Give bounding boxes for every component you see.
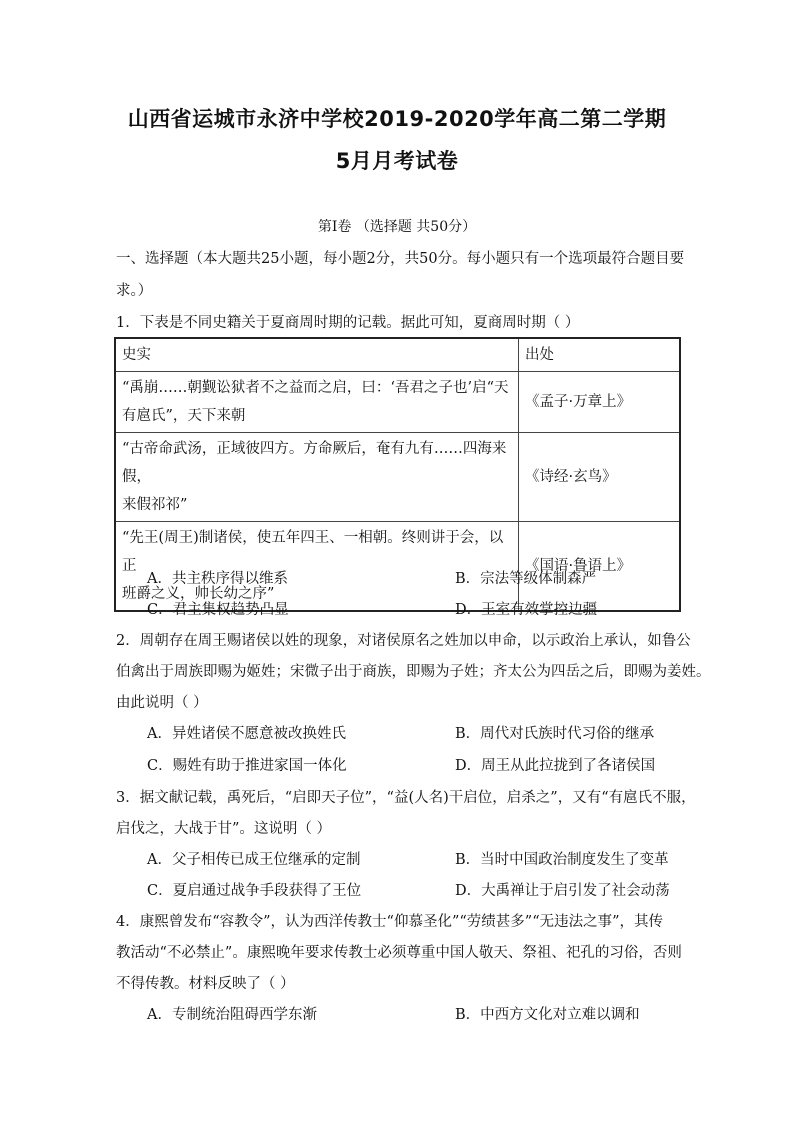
q2-option-d: D．周王从此拉拢到了各诸侯国: [455, 758, 656, 774]
exam-title-line2: 5月月考试卷: [335, 149, 459, 173]
q1-option-c: C．君主集权趋势凸显: [147, 602, 289, 618]
q2-option-a: A．异姓诸侯不愿意被改换姓氏: [147, 726, 346, 742]
section-instruction-line1: 一、选择题（本大题共25小题，每小题2分，共50分。每小题只有一个选项最符合题目要: [116, 251, 685, 267]
exam-title-line1: 山西省运城市永济中学校2019-2020学年高二第二学期: [127, 107, 667, 131]
q3-option-a: A．父子相传已成王位继承的定制: [147, 852, 361, 868]
fact-line: 有扈氏”，天下来朝: [122, 408, 246, 424]
table-row: [115, 372, 680, 433]
q3-option-c: C．夏启通过战争手段获得了王位: [147, 883, 362, 899]
q2-option-c: C．赐姓有助于推进家国一体化: [147, 758, 347, 774]
q4-stem-line1: 4．康熙曾发布“容教令”，认为西洋传教士“仰慕圣化”“劳绩甚多”“无违法之事”，其传: [116, 914, 664, 930]
table-cell-source: 《国语·鲁语上》: [519, 522, 681, 612]
q3-stem-line1: 3．据文献记载，禹死后，“启即天子位”，“益(人名)干启位，启杀之”，又有“有扈氏不服，: [116, 790, 696, 806]
q3-stem-line2: 启伐之，大战于甘”。这说明（ ）: [116, 821, 332, 837]
q2-stem-line3: 由此说明（ ）: [116, 695, 208, 711]
q1-stem: 1．下表是不同史籍关于夏商周时期的记载。据此可知，夏商周时期（ ）: [116, 315, 580, 331]
q3-option-b: B．当时中国政治制度发生了变革: [455, 852, 669, 868]
q2-stem-line1: 2．周朝存在周王赐诸侯以姓的现象，对诸侯原名之姓加以申命，以示政治上承认，如鲁公: [116, 633, 691, 649]
part-heading: 第Ⅰ卷 （选择题 共50分）: [317, 219, 477, 235]
q3-option-d: D．大禹禅让于启引发了社会动荡: [455, 883, 670, 899]
table-header-source: 出处: [519, 338, 681, 372]
fact-line: “先王(周王)制诸侯，使五年四王、一相朝。终则讲于会，以正: [122, 530, 504, 574]
q2-stem-line2: 伯禽出于周族即赐为姬姓；宋微子出于商族，即赐为子姓；齐太公为四岳之后，即赐为姜姓。: [116, 664, 711, 680]
table-cell-source: 《孟子·万章上》: [519, 372, 681, 433]
table-row: [115, 433, 680, 522]
table-header-row: [115, 338, 680, 372]
table-cell-fact: [115, 433, 519, 522]
table-cell-source: 《诗经·玄鸟》: [519, 433, 681, 522]
section-instruction-line2: 求。）: [116, 283, 153, 299]
table-cell-fact: [115, 372, 519, 433]
q4-option-b: B．中西方文化对立难以调和: [455, 1007, 640, 1023]
q4-option-a: A．专制统治阻碍西学东渐: [147, 1007, 317, 1023]
q2-option-b: B．周代对氏族时代习俗的继承: [455, 726, 655, 742]
q1-option-d: D．王室有效掌控边疆: [455, 602, 598, 618]
table-header-fact: 史实: [115, 338, 519, 372]
q1-option-a: A．共主秩序得以维系: [147, 571, 288, 587]
q1-option-b: B．宗法等级体制森严: [455, 571, 597, 587]
fact-line: “禹崩……朝觐讼狱者不之益而之启，曰：‘吾君之子也’启“天: [122, 380, 509, 396]
q4-stem-line2: 教活动“不必禁止”。康熙晚年要求传教士必须尊重中国人敬天、祭祖、祀孔的习俗，否则: [116, 945, 682, 961]
fact-line: “古帝命武汤，正域彼四方。方命厥后，奄有九有……四海来假，: [122, 441, 507, 485]
q4-stem-line3: 不得传教。材料反映了（ ）: [116, 976, 295, 992]
fact-line: 来假祁祁”: [122, 497, 188, 513]
fact-line: 班爵之义，帅长幼之序”: [122, 586, 275, 602]
